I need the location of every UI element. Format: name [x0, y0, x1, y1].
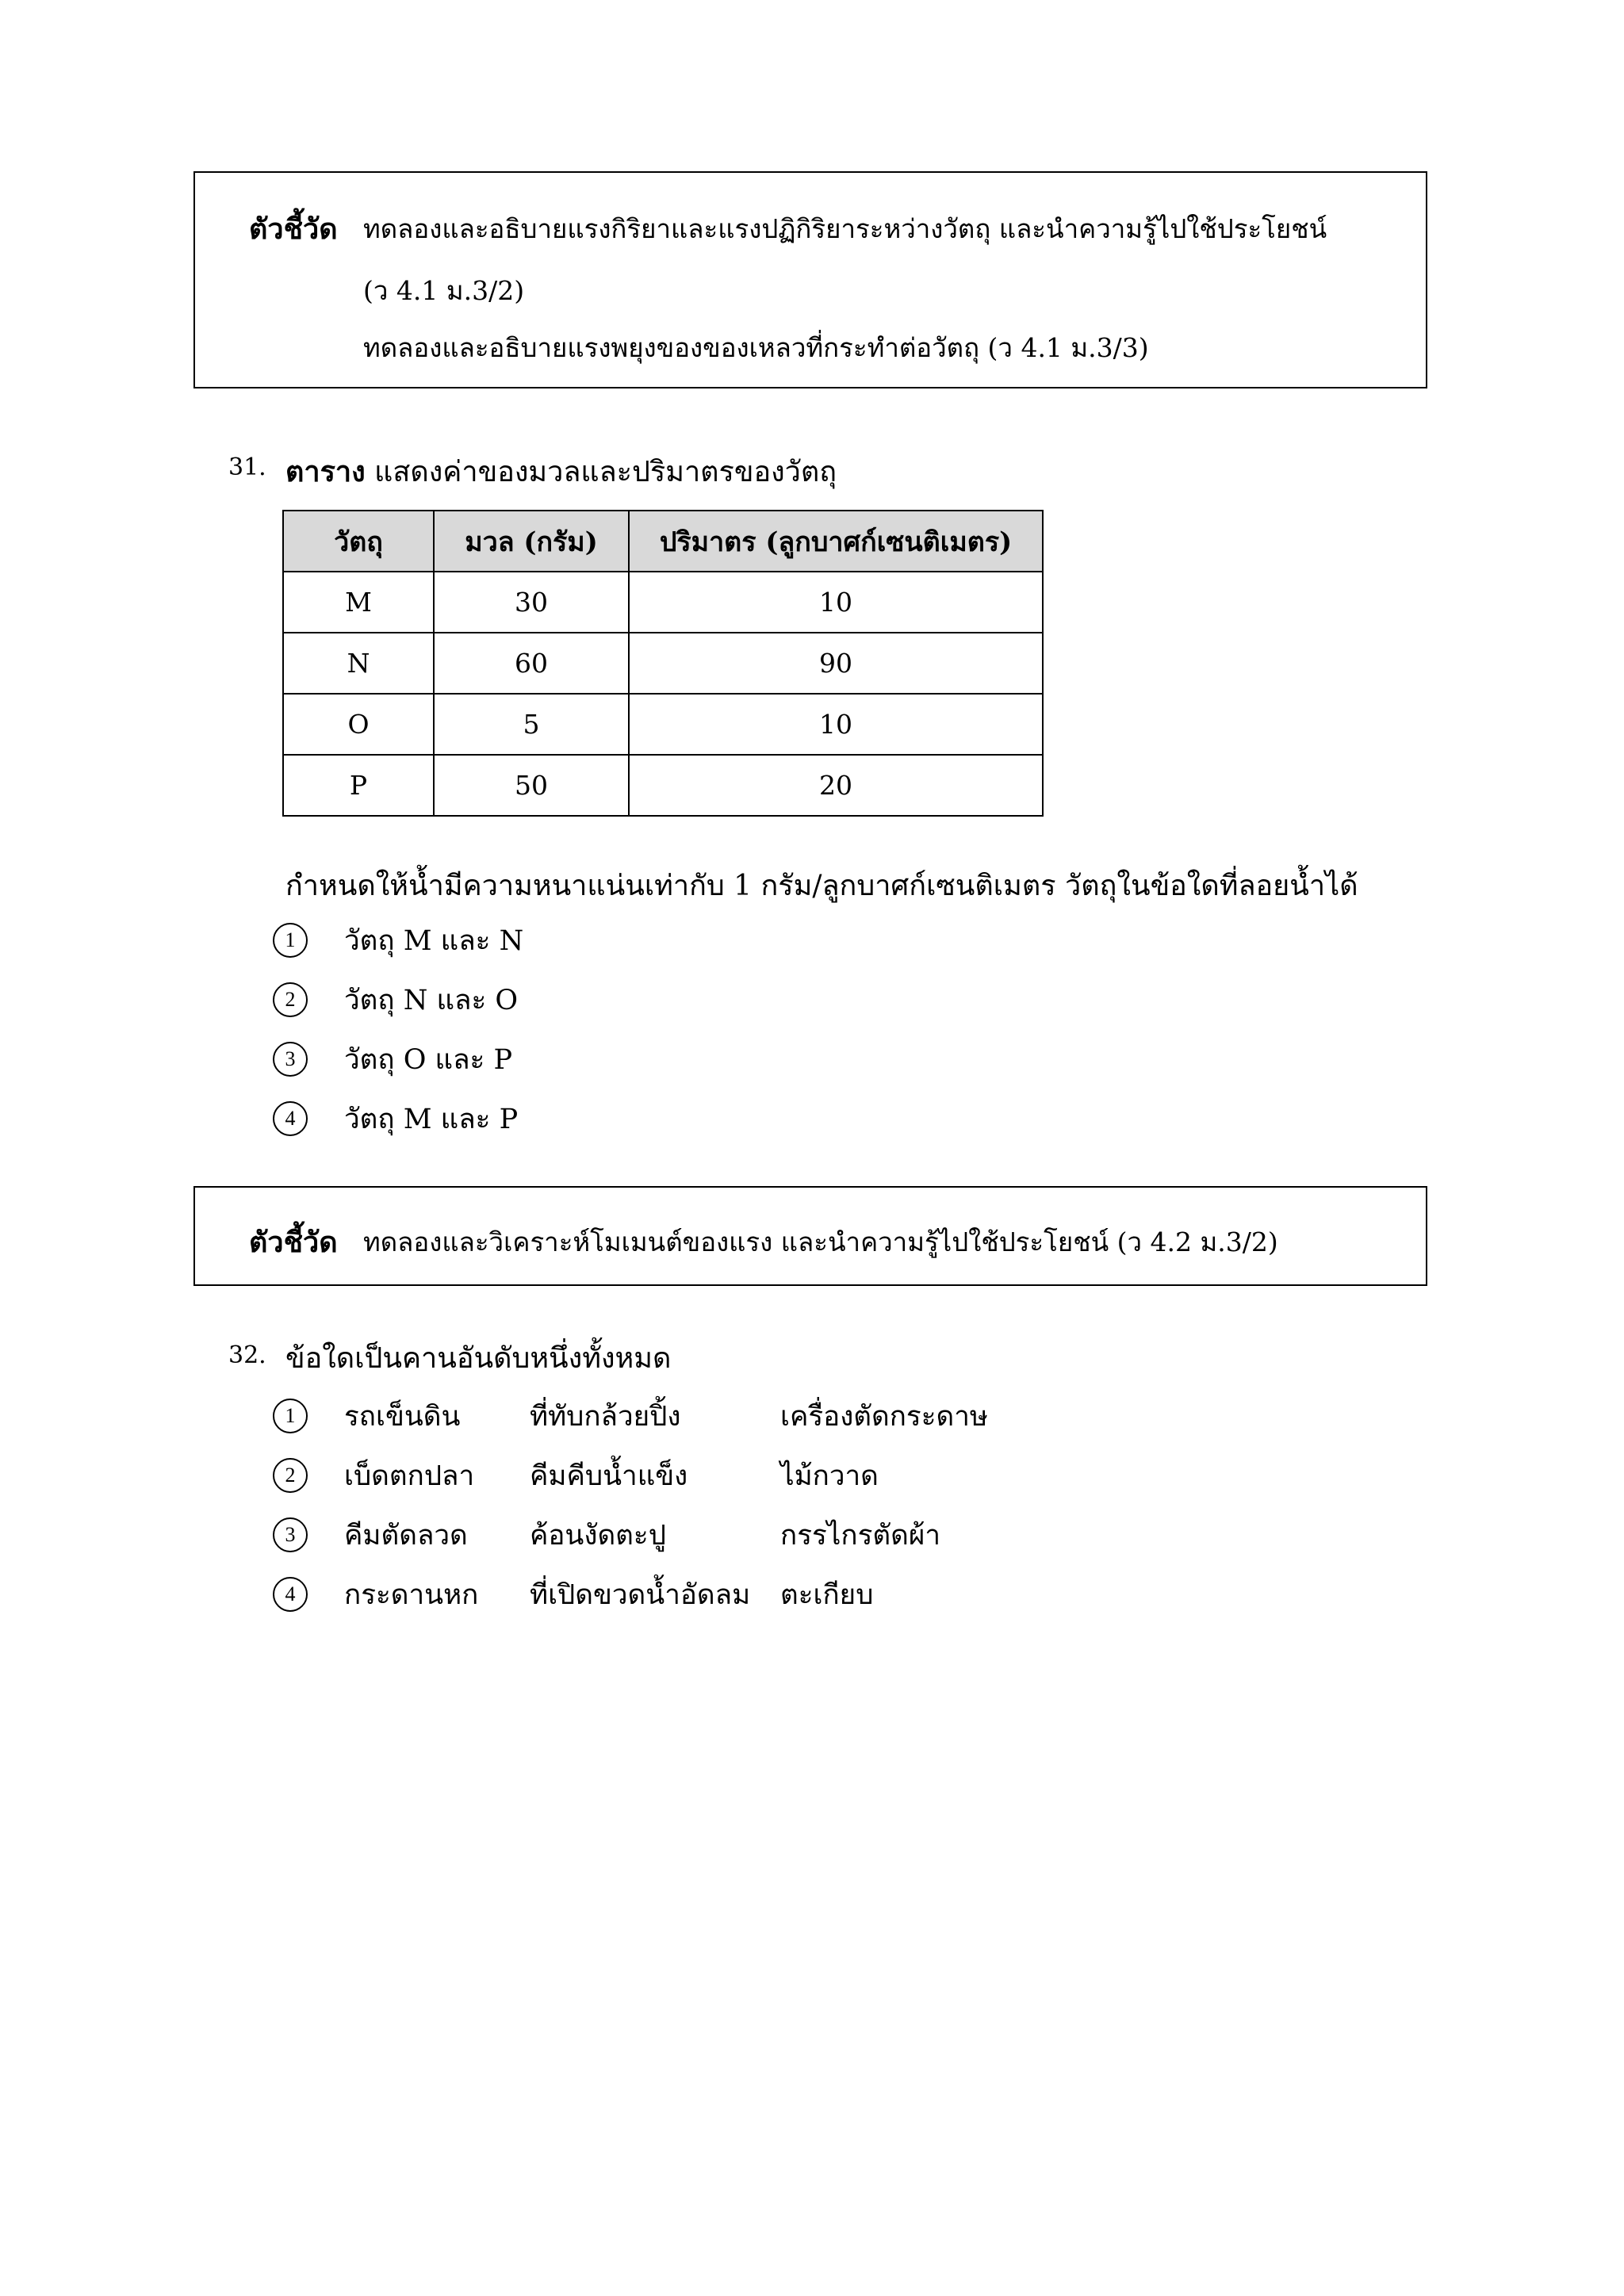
option-number-circle: 4	[273, 1101, 308, 1136]
indicator-box-1	[193, 171, 1427, 388]
table-cell-mass: 5	[434, 694, 629, 755]
option-number-circle: 2	[273, 1458, 308, 1493]
option-item-3: เครื่องตัดกระดาษ	[780, 1401, 988, 1433]
option-text: วัตถุ N และ O	[344, 985, 519, 1016]
indicator-box-2	[193, 1186, 1427, 1286]
table-cell-volume: 10	[629, 694, 1043, 755]
question-31-title-rest: แสดงค่าของมวลและปริมาตรของวัตถุ	[365, 456, 837, 488]
table-cell-volume: 20	[629, 755, 1043, 816]
option-number-circle: 3	[273, 1042, 308, 1077]
option-item-2: ค้อนงัดตะปู	[530, 1520, 666, 1552]
table-row	[283, 694, 1043, 755]
option-item-1: กระดานหก	[344, 1579, 479, 1611]
table-header-row	[283, 511, 1043, 572]
table-cell-object: P	[283, 755, 434, 816]
option-item-1: เบ็ดตกปลา	[344, 1460, 475, 1492]
table-row	[283, 755, 1043, 816]
question-31-prompt: กำหนดให้น้ำมีความหนาแน่นเท่ากับ 1 กรัม/ลูกบาศก์เซนติเมตร วัตถุในข้อใดที่ลอยน้ำได้	[285, 870, 1358, 902]
table-row	[283, 572, 1043, 633]
table-cell-object: M	[283, 572, 434, 633]
option-text: วัตถุ M และ P	[344, 1104, 519, 1135]
table-cell-volume: 10	[629, 572, 1043, 633]
indicator-text-line-2: (ว 4.1 ม.3/2)	[363, 275, 525, 306]
option-item-3: กรรไกรตัดผ้า	[780, 1520, 941, 1552]
indicator-text-line-3: ทดลองและอธิบายแรงพยุงของของเหลวที่กระทำต่อวัตถุ (ว 4.1 ม.3/3)	[363, 332, 1149, 363]
option-item-1: คีมตัดลวด	[344, 1520, 468, 1552]
option-text: วัตถุ O และ P	[344, 1044, 512, 1076]
indicator-text-line-1: ทดลองและวิเคราะห์โมเมนต์ของแรง และนำความรู้ไปใช้ประโยชน์ (ว 4.2 ม.3/2)	[363, 1226, 1278, 1257]
table-row	[283, 633, 1043, 694]
option-text: วัตถุ M และ N	[344, 925, 524, 957]
table-header-mass: มวล (กรัม)	[434, 511, 629, 572]
table-cell-object: N	[283, 633, 434, 694]
table-cell-mass: 50	[434, 755, 629, 816]
option-item-3: ตะเกียบ	[780, 1579, 874, 1611]
table-cell-object: O	[283, 694, 434, 755]
option-item-2: ที่เปิดขวดน้ำอัดลม	[530, 1579, 751, 1611]
indicator-label: ตัวชี้วัด	[249, 212, 338, 246]
option-item-1: รถเข็นดิน	[344, 1401, 461, 1433]
option-item-2: คีมคีบน้ำแข็ง	[530, 1460, 688, 1492]
question-32-number: 32.	[228, 1341, 266, 1369]
mass-volume-table	[282, 510, 1044, 817]
option-item-3: ไม้กวาด	[780, 1460, 879, 1492]
table-cell-mass: 30	[434, 572, 629, 633]
table-cell-volume: 90	[629, 633, 1043, 694]
option-number-circle: 1	[273, 923, 308, 958]
table-cell-mass: 60	[434, 633, 629, 694]
option-number-circle: 4	[273, 1577, 308, 1612]
table-header-volume: ปริมาตร (ลูกบาศก์เซนติเมตร)	[629, 511, 1043, 572]
option-item-2: ที่ทับกล้วยปิ้ง	[530, 1401, 681, 1433]
question-31-title	[285, 449, 837, 494]
indicator-text-line-1: ทดลองและอธิบายแรงกิริยาและแรงปฏิกิริยาระหว่างวัตถุ และนำความรู้ไปใช้ประโยชน์	[363, 213, 1327, 244]
option-number-circle: 3	[273, 1517, 308, 1552]
option-number-circle: 2	[273, 982, 308, 1017]
indicator-label: ตัวชี้วัด	[249, 1226, 338, 1259]
question-31-number: 31.	[228, 453, 266, 481]
question-31-title-bold: ตาราง	[285, 455, 366, 488]
question-32-title: ข้อใดเป็นคานอันดับหนึ่งทั้งหมด	[285, 1342, 672, 1375]
option-number-circle: 1	[273, 1399, 308, 1433]
table-header-object: วัตถุ	[283, 511, 434, 572]
